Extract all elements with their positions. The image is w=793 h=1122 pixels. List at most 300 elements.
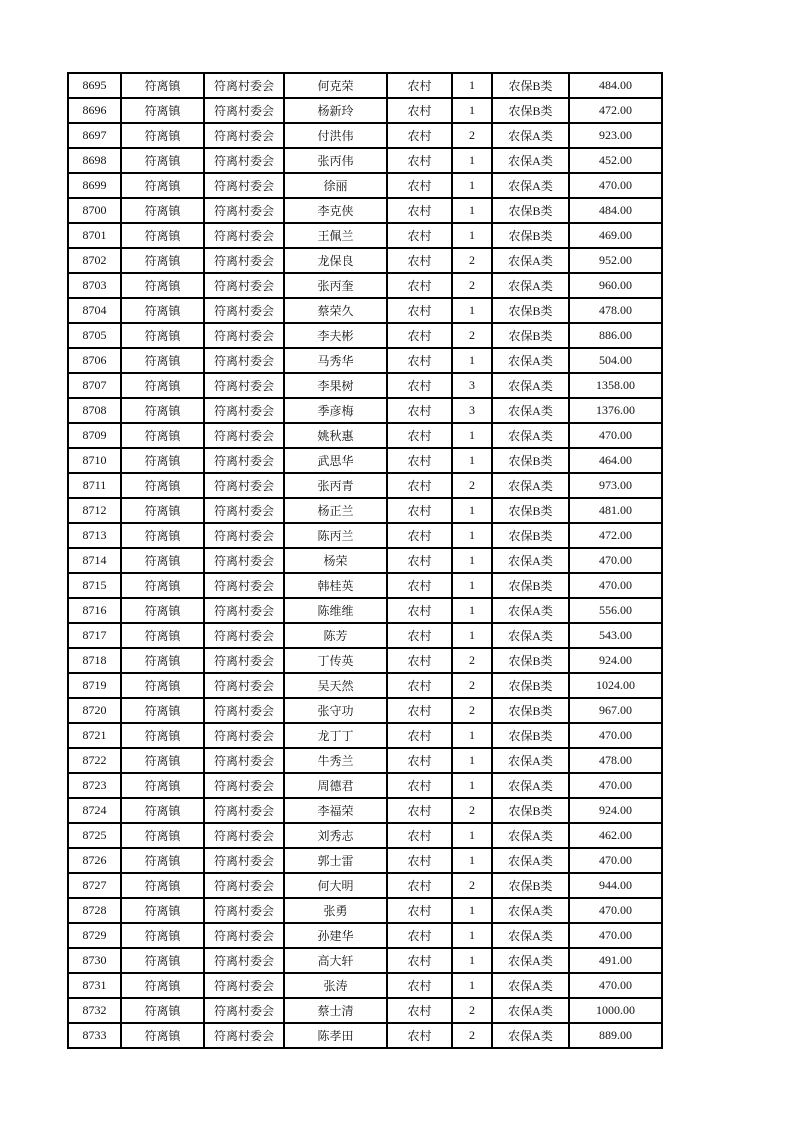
cell-serial-number: 8707 [68, 373, 121, 398]
cell-person-count: 1 [452, 723, 492, 748]
cell-person-count: 1 [452, 623, 492, 648]
cell-amount: 1000.00 [569, 998, 662, 1023]
cell-person-name: 姚秋惠 [284, 423, 387, 448]
cell-village-committee: 符离村委会 [204, 223, 284, 248]
cell-person-count: 1 [452, 923, 492, 948]
cell-village-committee: 符离村委会 [204, 948, 284, 973]
cell-amount: 452.00 [569, 148, 662, 173]
cell-town: 符离镇 [121, 223, 204, 248]
cell-insurance-category: 农保B类 [492, 223, 569, 248]
cell-village-committee: 符离村委会 [204, 573, 284, 598]
table-row [68, 248, 662, 273]
insurance-roster-table [67, 72, 663, 1049]
cell-residence-type: 农村 [387, 923, 452, 948]
cell-village-committee: 符离村委会 [204, 648, 284, 673]
cell-residence-type: 农村 [387, 273, 452, 298]
cell-insurance-category: 农保A类 [492, 848, 569, 873]
cell-person-name: 牛秀兰 [284, 748, 387, 773]
cell-amount: 470.00 [569, 923, 662, 948]
table-row [68, 123, 662, 148]
cell-village-committee: 符离村委会 [204, 348, 284, 373]
cell-insurance-category: 农保A类 [492, 998, 569, 1023]
cell-town: 符离镇 [121, 173, 204, 198]
cell-amount: 472.00 [569, 98, 662, 123]
cell-insurance-category: 农保A类 [492, 548, 569, 573]
cell-person-count: 1 [452, 523, 492, 548]
cell-person-count: 2 [452, 1023, 492, 1048]
cell-person-name: 陈丙兰 [284, 523, 387, 548]
cell-insurance-category: 农保A类 [492, 273, 569, 298]
cell-serial-number: 8705 [68, 323, 121, 348]
cell-town: 符离镇 [121, 848, 204, 873]
cell-town: 符离镇 [121, 773, 204, 798]
table-row [68, 148, 662, 173]
table-row [68, 798, 662, 823]
cell-serial-number: 8699 [68, 173, 121, 198]
cell-person-name: 郭士雷 [284, 848, 387, 873]
cell-town: 符离镇 [121, 323, 204, 348]
table-row [68, 373, 662, 398]
table-row [68, 448, 662, 473]
cell-serial-number: 8721 [68, 723, 121, 748]
cell-village-committee: 符离村委会 [204, 298, 284, 323]
cell-serial-number: 8720 [68, 698, 121, 723]
cell-town: 符离镇 [121, 548, 204, 573]
cell-amount: 470.00 [569, 723, 662, 748]
cell-town: 符离镇 [121, 798, 204, 823]
cell-town: 符离镇 [121, 748, 204, 773]
cell-village-committee: 符离村委会 [204, 748, 284, 773]
cell-village-committee: 符离村委会 [204, 798, 284, 823]
cell-person-count: 1 [452, 973, 492, 998]
cell-person-count: 1 [452, 573, 492, 598]
cell-amount: 924.00 [569, 798, 662, 823]
cell-serial-number: 8730 [68, 948, 121, 973]
table-row [68, 423, 662, 448]
cell-village-committee: 符离村委会 [204, 98, 284, 123]
cell-person-count: 2 [452, 323, 492, 348]
cell-serial-number: 8723 [68, 773, 121, 798]
cell-person-name: 杨荣 [284, 548, 387, 573]
table-row [68, 548, 662, 573]
cell-residence-type: 农村 [387, 823, 452, 848]
cell-person-name: 付洪伟 [284, 123, 387, 148]
table-row [68, 523, 662, 548]
cell-serial-number: 8731 [68, 973, 121, 998]
cell-person-count: 1 [452, 98, 492, 123]
cell-village-committee: 符离村委会 [204, 698, 284, 723]
cell-insurance-category: 农保B类 [492, 498, 569, 523]
cell-person-name: 何大明 [284, 873, 387, 898]
cell-insurance-category: 农保A类 [492, 823, 569, 848]
cell-person-count: 1 [452, 298, 492, 323]
table-row [68, 948, 662, 973]
cell-person-name: 李克侠 [284, 198, 387, 223]
cell-insurance-category: 农保A类 [492, 348, 569, 373]
cell-town: 符离镇 [121, 523, 204, 548]
table-row [68, 973, 662, 998]
cell-serial-number: 8726 [68, 848, 121, 873]
cell-person-count: 1 [452, 898, 492, 923]
cell-village-committee: 符离村委会 [204, 198, 284, 223]
cell-person-count: 3 [452, 398, 492, 423]
cell-residence-type: 农村 [387, 448, 452, 473]
cell-serial-number: 8696 [68, 98, 121, 123]
cell-person-name: 杨正兰 [284, 498, 387, 523]
cell-serial-number: 8706 [68, 348, 121, 373]
cell-person-name: 张丙青 [284, 473, 387, 498]
cell-residence-type: 农村 [387, 748, 452, 773]
cell-person-name: 张守功 [284, 698, 387, 723]
table-row [68, 98, 662, 123]
cell-town: 符离镇 [121, 673, 204, 698]
cell-town: 符离镇 [121, 923, 204, 948]
cell-residence-type: 农村 [387, 173, 452, 198]
cell-insurance-category: 农保B类 [492, 323, 569, 348]
cell-amount: 484.00 [569, 73, 662, 98]
table-row [68, 473, 662, 498]
cell-person-count: 1 [452, 948, 492, 973]
cell-amount: 967.00 [569, 698, 662, 723]
cell-amount: 464.00 [569, 448, 662, 473]
cell-serial-number: 8714 [68, 548, 121, 573]
cell-town: 符离镇 [121, 823, 204, 848]
cell-amount: 470.00 [569, 773, 662, 798]
cell-person-name: 龙丁丁 [284, 723, 387, 748]
cell-insurance-category: 农保A类 [492, 123, 569, 148]
cell-person-name: 李福荣 [284, 798, 387, 823]
cell-residence-type: 农村 [387, 623, 452, 648]
cell-person-name: 李果树 [284, 373, 387, 398]
cell-person-name: 韩桂英 [284, 573, 387, 598]
cell-serial-number: 8704 [68, 298, 121, 323]
cell-amount: 470.00 [569, 848, 662, 873]
cell-insurance-category: 农保B类 [492, 448, 569, 473]
cell-serial-number: 8728 [68, 898, 121, 923]
cell-town: 符离镇 [121, 623, 204, 648]
cell-person-name: 何克荣 [284, 73, 387, 98]
cell-residence-type: 农村 [387, 573, 452, 598]
table-row [68, 873, 662, 898]
cell-town: 符离镇 [121, 298, 204, 323]
cell-amount: 952.00 [569, 248, 662, 273]
cell-person-name: 李夫彬 [284, 323, 387, 348]
cell-residence-type: 农村 [387, 773, 452, 798]
cell-amount: 1376.00 [569, 398, 662, 423]
cell-residence-type: 农村 [387, 473, 452, 498]
cell-amount: 543.00 [569, 623, 662, 648]
cell-amount: 944.00 [569, 873, 662, 898]
cell-person-name: 丁传英 [284, 648, 387, 673]
cell-amount: 478.00 [569, 298, 662, 323]
cell-insurance-category: 农保B类 [492, 673, 569, 698]
cell-insurance-category: 农保A类 [492, 898, 569, 923]
cell-amount: 462.00 [569, 823, 662, 848]
cell-residence-type: 农村 [387, 223, 452, 248]
cell-amount: 491.00 [569, 948, 662, 973]
table-row [68, 73, 662, 98]
cell-town: 符离镇 [121, 948, 204, 973]
cell-serial-number: 8725 [68, 823, 121, 848]
cell-insurance-category: 农保A类 [492, 423, 569, 448]
cell-village-committee: 符离村委会 [204, 1023, 284, 1048]
cell-person-count: 1 [452, 823, 492, 848]
cell-residence-type: 农村 [387, 898, 452, 923]
cell-serial-number: 8708 [68, 398, 121, 423]
cell-amount: 472.00 [569, 523, 662, 548]
cell-residence-type: 农村 [387, 873, 452, 898]
cell-person-count: 1 [452, 223, 492, 248]
table-row [68, 273, 662, 298]
cell-residence-type: 农村 [387, 398, 452, 423]
table-row [68, 198, 662, 223]
cell-serial-number: 8727 [68, 873, 121, 898]
cell-town: 符离镇 [121, 998, 204, 1023]
cell-residence-type: 农村 [387, 73, 452, 98]
cell-insurance-category: 农保A类 [492, 773, 569, 798]
cell-person-count: 2 [452, 273, 492, 298]
cell-serial-number: 8716 [68, 598, 121, 623]
cell-insurance-category: 农保A类 [492, 1023, 569, 1048]
cell-residence-type: 农村 [387, 948, 452, 973]
roster-table-body [68, 73, 662, 1048]
cell-person-count: 3 [452, 373, 492, 398]
cell-person-name: 武思华 [284, 448, 387, 473]
table-row [68, 848, 662, 873]
cell-person-name: 徐丽 [284, 173, 387, 198]
cell-insurance-category: 农保A类 [492, 148, 569, 173]
cell-insurance-category: 农保B类 [492, 723, 569, 748]
cell-person-name: 张丙奎 [284, 273, 387, 298]
cell-town: 符离镇 [121, 973, 204, 998]
cell-residence-type: 农村 [387, 98, 452, 123]
cell-village-committee: 符离村委会 [204, 873, 284, 898]
cell-serial-number: 8722 [68, 748, 121, 773]
cell-village-committee: 符离村委会 [204, 973, 284, 998]
cell-person-name: 季彦梅 [284, 398, 387, 423]
cell-person-name: 蔡士清 [284, 998, 387, 1023]
cell-town: 符离镇 [121, 598, 204, 623]
cell-serial-number: 8729 [68, 923, 121, 948]
table-row [68, 173, 662, 198]
cell-person-count: 1 [452, 423, 492, 448]
cell-village-committee: 符离村委会 [204, 423, 284, 448]
cell-insurance-category: 农保B类 [492, 523, 569, 548]
cell-residence-type: 农村 [387, 373, 452, 398]
cell-residence-type: 农村 [387, 723, 452, 748]
cell-village-committee: 符离村委会 [204, 473, 284, 498]
cell-person-count: 1 [452, 548, 492, 573]
cell-person-name: 龙保良 [284, 248, 387, 273]
cell-insurance-category: 农保B类 [492, 198, 569, 223]
cell-village-committee: 符离村委会 [204, 173, 284, 198]
cell-person-count: 2 [452, 248, 492, 273]
table-row [68, 773, 662, 798]
cell-village-committee: 符离村委会 [204, 598, 284, 623]
cell-village-committee: 符离村委会 [204, 498, 284, 523]
cell-person-name: 陈芳 [284, 623, 387, 648]
cell-amount: 886.00 [569, 323, 662, 348]
cell-amount: 470.00 [569, 548, 662, 573]
cell-amount: 478.00 [569, 748, 662, 773]
cell-person-name: 蔡荣久 [284, 298, 387, 323]
cell-serial-number: 8695 [68, 73, 121, 98]
cell-residence-type: 农村 [387, 598, 452, 623]
cell-village-committee: 符离村委会 [204, 398, 284, 423]
cell-amount: 504.00 [569, 348, 662, 373]
cell-insurance-category: 农保B类 [492, 698, 569, 723]
cell-village-committee: 符离村委会 [204, 523, 284, 548]
cell-amount: 1358.00 [569, 373, 662, 398]
cell-town: 符离镇 [121, 73, 204, 98]
cell-insurance-category: 农保A类 [492, 948, 569, 973]
cell-amount: 470.00 [569, 573, 662, 598]
cell-town: 符离镇 [121, 248, 204, 273]
cell-amount: 470.00 [569, 173, 662, 198]
cell-amount: 960.00 [569, 273, 662, 298]
table-row [68, 823, 662, 848]
cell-amount: 470.00 [569, 973, 662, 998]
cell-residence-type: 农村 [387, 423, 452, 448]
cell-serial-number: 8711 [68, 473, 121, 498]
cell-amount: 556.00 [569, 598, 662, 623]
cell-person-name: 吴天然 [284, 673, 387, 698]
cell-serial-number: 8715 [68, 573, 121, 598]
cell-person-count: 1 [452, 598, 492, 623]
cell-town: 符离镇 [121, 123, 204, 148]
table-row [68, 673, 662, 698]
cell-town: 符离镇 [121, 498, 204, 523]
cell-insurance-category: 农保A类 [492, 373, 569, 398]
cell-village-committee: 符离村委会 [204, 773, 284, 798]
cell-residence-type: 农村 [387, 298, 452, 323]
cell-amount: 923.00 [569, 123, 662, 148]
cell-person-name: 张勇 [284, 898, 387, 923]
cell-insurance-category: 农保B类 [492, 73, 569, 98]
cell-residence-type: 农村 [387, 348, 452, 373]
cell-insurance-category: 农保A类 [492, 473, 569, 498]
cell-amount: 470.00 [569, 423, 662, 448]
cell-village-committee: 符离村委会 [204, 273, 284, 298]
table-row [68, 898, 662, 923]
cell-person-name: 刘秀志 [284, 823, 387, 848]
cell-town: 符离镇 [121, 198, 204, 223]
cell-insurance-category: 农保B类 [492, 873, 569, 898]
cell-person-count: 2 [452, 473, 492, 498]
cell-amount: 924.00 [569, 648, 662, 673]
table-row [68, 573, 662, 598]
cell-town: 符离镇 [121, 1023, 204, 1048]
cell-serial-number: 8717 [68, 623, 121, 648]
cell-village-committee: 符离村委会 [204, 898, 284, 923]
cell-residence-type: 农村 [387, 323, 452, 348]
cell-village-committee: 符离村委会 [204, 923, 284, 948]
cell-serial-number: 8698 [68, 148, 121, 173]
table-row [68, 623, 662, 648]
table-row [68, 923, 662, 948]
cell-insurance-category: 农保B类 [492, 298, 569, 323]
cell-residence-type: 农村 [387, 248, 452, 273]
cell-insurance-category: 农保A类 [492, 973, 569, 998]
table-row [68, 698, 662, 723]
cell-town: 符离镇 [121, 723, 204, 748]
cell-village-committee: 符离村委会 [204, 848, 284, 873]
cell-residence-type: 农村 [387, 1023, 452, 1048]
cell-amount: 484.00 [569, 198, 662, 223]
cell-town: 符离镇 [121, 448, 204, 473]
cell-village-committee: 符离村委会 [204, 723, 284, 748]
cell-residence-type: 农村 [387, 198, 452, 223]
cell-village-committee: 符离村委会 [204, 248, 284, 273]
cell-person-count: 1 [452, 198, 492, 223]
table-row [68, 298, 662, 323]
cell-insurance-category: 农保A类 [492, 398, 569, 423]
cell-insurance-category: 农保A类 [492, 173, 569, 198]
cell-person-count: 1 [452, 73, 492, 98]
cell-residence-type: 农村 [387, 548, 452, 573]
cell-person-name: 马秀华 [284, 348, 387, 373]
table-row [68, 498, 662, 523]
cell-village-committee: 符离村委会 [204, 998, 284, 1023]
cell-serial-number: 8712 [68, 498, 121, 523]
cell-person-name: 孙建华 [284, 923, 387, 948]
cell-residence-type: 农村 [387, 648, 452, 673]
cell-village-committee: 符离村委会 [204, 823, 284, 848]
cell-amount: 469.00 [569, 223, 662, 248]
cell-insurance-category: 农保A类 [492, 248, 569, 273]
table-row [68, 998, 662, 1023]
cell-town: 符离镇 [121, 698, 204, 723]
cell-town: 符离镇 [121, 873, 204, 898]
cell-residence-type: 农村 [387, 498, 452, 523]
cell-person-count: 1 [452, 498, 492, 523]
cell-town: 符离镇 [121, 898, 204, 923]
cell-serial-number: 8697 [68, 123, 121, 148]
cell-person-name: 高大轩 [284, 948, 387, 973]
cell-person-count: 1 [452, 173, 492, 198]
cell-residence-type: 农村 [387, 998, 452, 1023]
cell-town: 符离镇 [121, 573, 204, 598]
cell-person-name: 王佩兰 [284, 223, 387, 248]
cell-person-name: 陈维维 [284, 598, 387, 623]
cell-serial-number: 8733 [68, 1023, 121, 1048]
cell-village-committee: 符离村委会 [204, 673, 284, 698]
cell-residence-type: 农村 [387, 123, 452, 148]
table-row [68, 1023, 662, 1048]
table-row [68, 748, 662, 773]
cell-insurance-category: 农保A类 [492, 748, 569, 773]
cell-insurance-category: 农保B类 [492, 573, 569, 598]
table-row [68, 598, 662, 623]
cell-amount: 481.00 [569, 498, 662, 523]
table-row [68, 648, 662, 673]
cell-village-committee: 符离村委会 [204, 448, 284, 473]
cell-town: 符离镇 [121, 398, 204, 423]
cell-serial-number: 8710 [68, 448, 121, 473]
table-row [68, 398, 662, 423]
cell-amount: 1024.00 [569, 673, 662, 698]
cell-village-committee: 符离村委会 [204, 323, 284, 348]
cell-town: 符离镇 [121, 373, 204, 398]
cell-residence-type: 农村 [387, 848, 452, 873]
cell-person-count: 2 [452, 873, 492, 898]
cell-residence-type: 农村 [387, 673, 452, 698]
cell-person-count: 2 [452, 998, 492, 1023]
cell-insurance-category: 农保B类 [492, 798, 569, 823]
table-row [68, 723, 662, 748]
cell-person-count: 1 [452, 848, 492, 873]
cell-residence-type: 农村 [387, 973, 452, 998]
